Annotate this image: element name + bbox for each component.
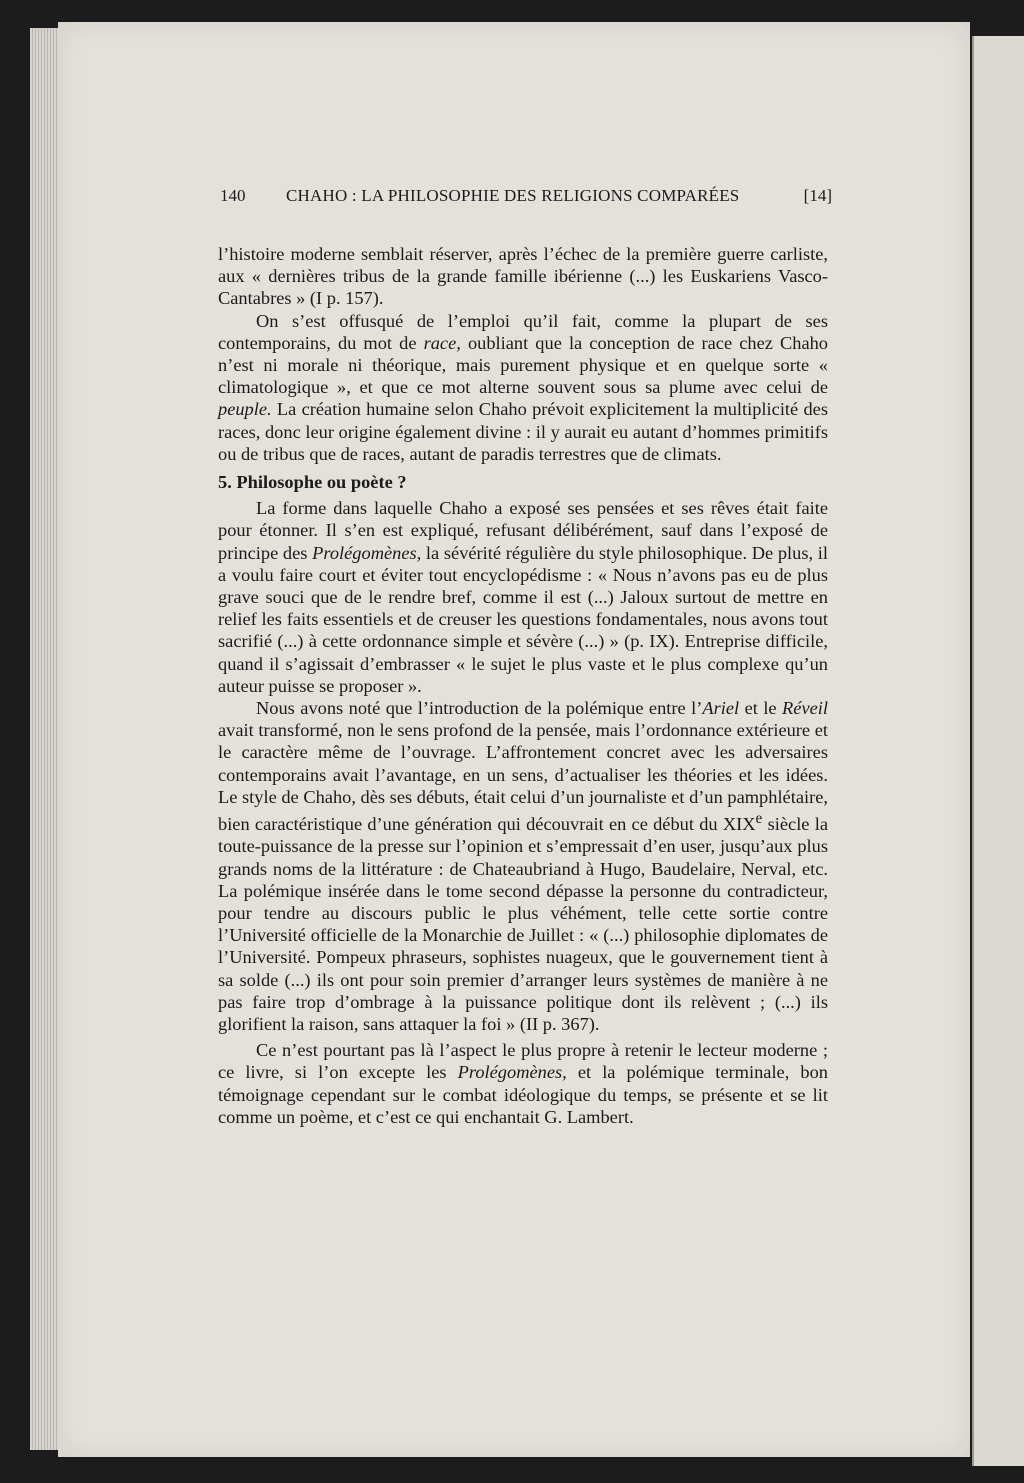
paragraph-race — [218, 310, 828, 465]
running-title: CHAHO : LA PHILOSOPHIE DES RELIGIONS COMPARÉES — [286, 186, 740, 205]
paragraph-conclusion — [218, 1039, 828, 1128]
paragraph-text: La forme dans laquelle Chaho a exposé ses pensées et ses rêves était faite pour étonner. Il s’en est expliqué, refusant délibérément, sauf dans l’exposé de principe des — [218, 498, 828, 563]
superscript: e — [755, 810, 763, 828]
emphasis-ariel: Ariel — [702, 698, 740, 719]
paragraph-polemique — [218, 697, 828, 1035]
paragraph-text: Ce n’est pourtant pas là l’aspect le plus propre à retenir le lecteur moderne ; ce livre, si l’on excepte les — [218, 1040, 828, 1083]
paragraph-forme — [218, 497, 828, 697]
paragraph-text: et la polémique terminale, bon témoignage cependant sur le combat idéologique du temps, se présente et se lit comme un poème, et c’est ce qui enchantait G. Lambert. — [218, 1062, 828, 1127]
emphasis-prolegomenes: Prolégomènes, — [312, 542, 422, 563]
paragraph-text: Nous avons noté que l’introduction de la polémique entre l’ — [256, 698, 703, 719]
section-heading: 5. Philosophe ou poète ? — [218, 472, 407, 493]
paragraph-text: La création humaine selon Chaho prévoit explicitement la multiplicité des races, donc leur origine également divine : il y aurait eu autant d’hommes primitifs ou de tribus que de races, autant de paradis terrestres que de climats. — [218, 399, 828, 464]
body-text — [218, 243, 828, 1128]
paragraph-text: et le — [739, 698, 783, 719]
facing-page-edge — [972, 36, 1024, 1466]
emphasis-race: race, — [423, 332, 461, 353]
emphasis-reveil: Réveil — [782, 698, 828, 719]
paragraph-text: siècle la toute-puissance de la presse sur l’opinion et s’empressait d’en user, jusqu’aux plus grands noms de la littérature : de Chateaubriand à Hugo, Baudelaire, Nerval, etc. La polémique insérée dans le tome second dépasse la personne du contradicteur, pour tendre au discours public le plus véhément, telle cette sortie contre l’Université officielle de la Monarchie de Juillet : « (...) philosophie diplomates de l’Université. Pompeux phraseurs, sophistes nuageux, que le gouvernement tient à sa solde (...) ils ont pour soin premier d’arranger leurs systèmes de manière à ne pas faire trop d’ombrage à la puissance politique dont ils relèvent ; (...) ils glorifient la raison, sans attaquer la foi » (II p. 367). — [218, 814, 828, 1035]
running-header — [220, 186, 832, 212]
paragraph-text: On s’est offusqué de l’emploi qu’il fait, comme la plupart de ses contemporains, du mot de — [218, 310, 828, 353]
paragraph-text: oubliant que la conception de race chez Chaho n’est ni morale ni théorique, mais purement physique et en quelque sorte « climatologique », et que ce mot alterne souvent sous sa plume avec celui de — [218, 332, 828, 398]
section-reference: [14] — [803, 186, 832, 205]
emphasis-prolegomenes: Prolégomènes, — [457, 1062, 567, 1083]
paragraph-text: avait transformé, non le sens profond de la pensée, mais l’ordonnance extérieure et le caractère même de l’ouvrage. L’affrontement concret avec les adversaires contemporains avait l’avantage, en un sens, d’actualiser les théories et les idées. Le style de Chaho, dès ses débuts, était celui d’un journaliste et d’un pamphlétaire, bien caractéristique d’une génération qui découvrait en ce début du XIX — [218, 720, 828, 835]
page-number: 140 — [220, 186, 246, 205]
paragraph-continuation: l’histoire moderne semblait réserver, après l’échec de la première guerre carliste, aux « dernières tribus de la grande famille ibérienne (...) les Euskariens Vasco-Cantabres » (I p. 157). — [218, 244, 828, 309]
paragraph-text: la sévérité régulière du style philosophique. De plus, il a voulu faire court et éviter tout encyclopédisme : « Nous n’avons pas eu de plus grave souci que de le rendre bref, comme il est (...) Jaloux surtout de mettre en relief les faits essentiels et de creuser les questions fondamentales, nous avons tout sacrifié (...) à cette ordonnance simple et sévère (...) » (p. IX). Entreprise difficile, quand il s’agissait d’embrasser « le sujet le plus vaste et le plus complexe qu’un auteur puisse se proposer ». — [218, 542, 828, 696]
emphasis-peuple: peuple. — [218, 399, 272, 420]
